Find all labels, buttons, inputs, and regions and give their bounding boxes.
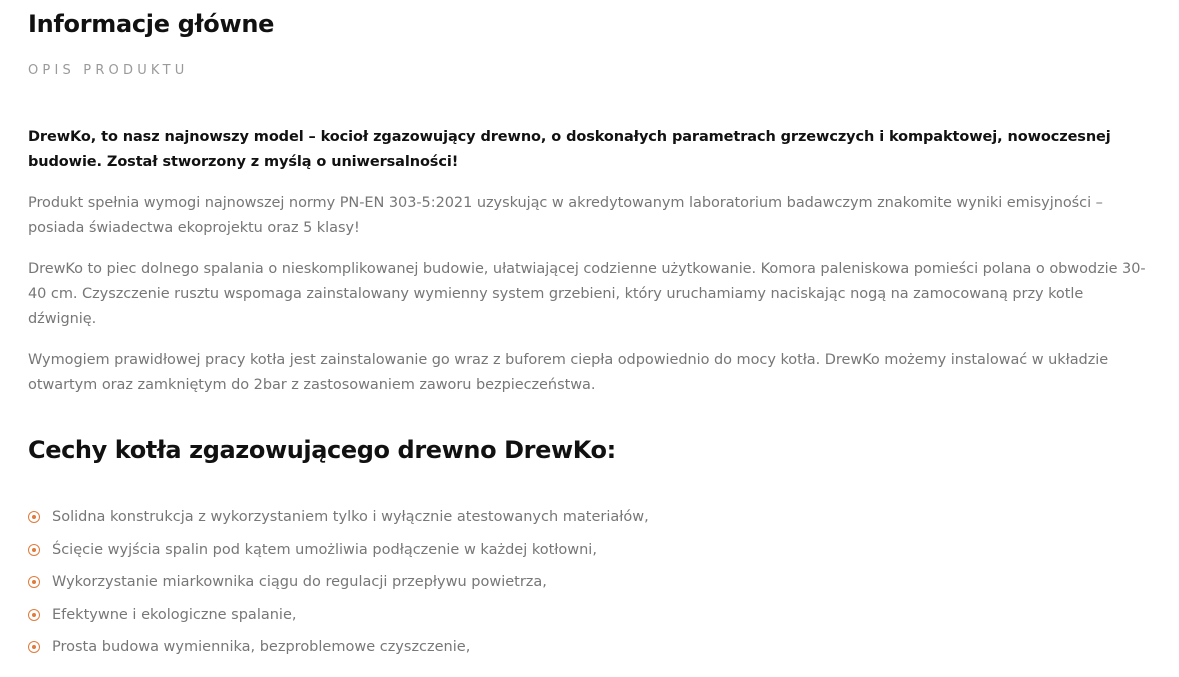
list-item [28,501,1151,534]
features-list [28,466,1151,664]
list-item [28,599,1151,632]
list-item [28,534,1151,567]
list-item-text: Efektywne i ekologiczne spalanie, [52,606,297,623]
target-circle-icon [28,641,40,653]
section-kicker: OPIS PRODUKTU [28,63,189,78]
features-title: Cechy kotła zgazowującego drewno DrewKo: [28,436,616,464]
paragraph-construction: DrewKo to piec dolnego spalania o nieskomplikowanej budowie, ułatwiającej codzienne użytkowanie. Komora paleniskowa pomieści polana o obwodzie 30-40 cm. Czyszczenie rusztu wspomaga zainstalowany wymienny system grzebieni, który uruchamiamy naciskając nogą na zamocowaną przy kotle dźwignię. [28,261,1146,327]
lead-paragraph: DrewKo, to nasz najnowszy model – kocioł zgazowujący drewno, o doskonałych parametrach grzewczych i kompaktowej, nowoczesnej budowie. Został stworzony z myślą o uniwersalności! [28,129,1111,170]
target-circle-icon [28,544,40,556]
list-item-text: Ścięcie wyjścia spalin pod kątem umożliwia podłączenie w każdej kotłowni, [52,541,597,558]
list-item-text: Prosta budowa wymiennika, bezproblemowe czyszczenie, [52,639,471,656]
target-circle-icon [28,609,40,621]
list-item [28,566,1151,599]
list-item [28,631,1151,664]
target-circle-icon [28,511,40,523]
paragraph-installation: Wymogiem prawidłowej pracy kotła jest zainstalowanie go wraz z buforem ciepła odpowiednio do mocy kotła. DrewKo możemy instalować w układzie otwartym oraz zamkniętym do 2bar z zastosowaniem zaworu bezpieczeństwa. [28,352,1109,393]
list-item-text: Solidna konstrukcja z wykorzystaniem tylko i wyłącznie atestowanych materiałów, [52,509,649,526]
list-item-text: Wykorzystanie miarkownika ciągu do regulacji przepływu powietrza, [52,574,547,591]
section-title: Informacje główne [28,10,275,38]
target-circle-icon [28,576,40,588]
paragraph-emissions: Produkt spełnia wymogi najnowszej normy PN-EN 303-5:2021 uzyskując w akredytowanym laboratorium badawczym znakomite wyniki emisyjności – posiada świadectwa ekoprojektu oraz 5 klasy! [28,195,1103,236]
